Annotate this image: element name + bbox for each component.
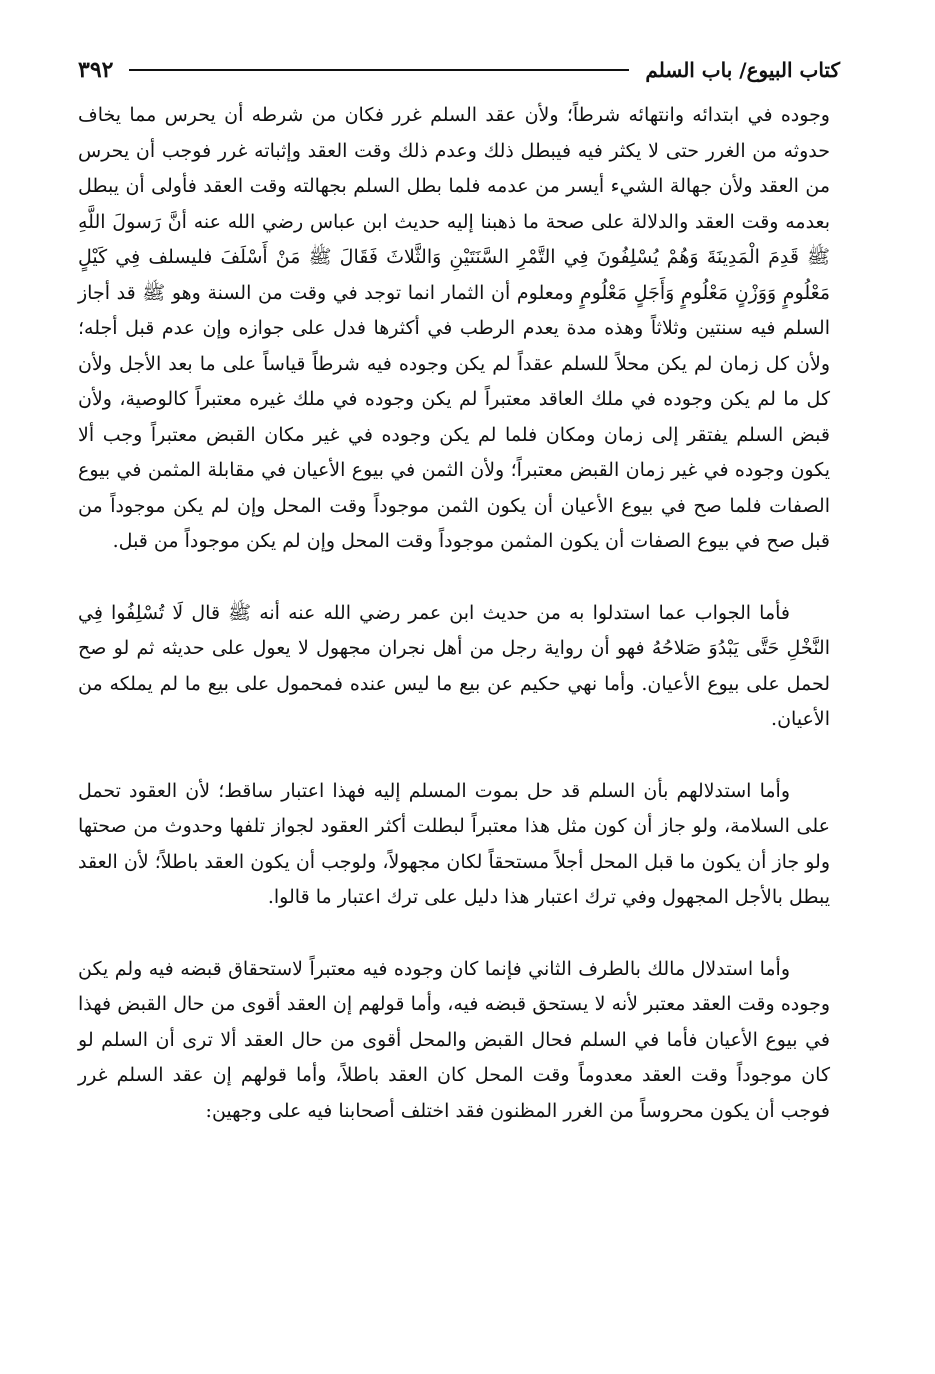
page-header [78,52,840,88]
paragraph-2: فأما الجواب عما استدلوا به من حديث ابن عمر رضي الله عنه أنه ﷺ قال لَا تُسْلِفُوا فِي النَّخْلِ حَتَّى يَبْدُوَ صَلاحُهُ فهو أن رواية رجل من أهل نجران مجهول لا يعول على حديثه ثم لو صح لحمل على بيوع الأعيان. وأما نهي حكيم عن بيع ما ليس عنده فمحمول على بيع ما لم يملكه من الأعيان. [78,601,830,730]
page-number: ٣٩٢ [78,57,114,83]
paragraph-1: وجوده في ابتدائه وانتهائه شرطاً؛ ولأن عقد السلم غرر فكان من شرطه أن يحرس مما يخاف حدوثه من الغرر حتى لا يكثر فيه فيبطل ذلك وعدم ذلك وقت العقد وإثباته غرر فوجب أن يحرس من العقد ولأن جهالة الشيء أيسر من عدمه فلما بطل السلم بجهالته وقت العقد فأولى أن يبطل بعدمه وقت العقد والدلالة على صحة ما ذهبنا إليه حديث ابن عباس رضي الله عنه أنَّ رَسولَ اللَّهِ ﷺ قَدِمَ الْمَدِينَةَ وَهُمْ يُسْلِفُونَ فِي التَّمْرِ السَّنَتَيْنِ وَالثَّلاثَ فَقَالَ ﷺ مَنْ أَسْلَفَ فليسلف فِي كَيْلٍ مَعْلُومٍ وَوَزْنٍ مَعْلُومٍ وَأَجَلٍ مَعْلُومٍ ومعلوم أن الثمار انما توجد في وقت من السنة وهو ﷺ قد أجاز السلم فيه سنتين وثلاثاً وهذه مدة يعدم الرطب في أكثرها فدل على جوازه وإن عدم قبل أجله؛ ولأن كل زمان لم يكن محلاً للسلم عقداً لم يكن وجوده فيه شرطاً قياساً على ما بعد الأجل ولأن كل ما لم يكن وجوده في ملك العاقد معتبراً لم يكن وجوده في ملك غيره معتبراً كالوصية، ولأن قبض السلم يفتقر إلى زمان ومكان فلما لم يكن وجوده في غير مكان القبض معتبراً وجب ألا يكون وجوده في غير زمان القبض معتبراً؛ ولأن الثمن في بيوع الأعيان في مقابلة المثمن في بيوع الصفات فلما صح في بيوع الأعيان أن يكون الثمن موجوداً وقت المحل وإن لم يكن موجوداً من قبل صح في بيوع الصفات أن يكون المثمن موجوداً وقت المحل وإن لم يكن موجوداً من قبل. [78,104,830,552]
main-text [78,98,830,1129]
header-rule [129,69,629,71]
paragraph-gap [78,916,830,952]
paragraph-4: وأما استدلال مالك بالطرف الثاني فإنما كان وجوده فيه معتبراً لاستحقاق قبضه فيه ولم يكن وجوده وقت العقد معتبر لأنه لا يستحق قبضه فيه، وأما قولهم إن العقد أقوى من حال القبض فهذا في بيوع الأعيان فأما في السلم فحال القبض والمحل أقوى من حال العقد ألا ترى أن السلم لو كان موجوداً وقت العقد معدوماً وقت المحل كان العقد باطلاً، وأما قولهم إن عقد السلم غرر فوجب أن يكون محروساً من الغرر المظنون فقد اختلف أصحابنا فيه على وجهين: [78,957,830,1122]
paragraph-gap [78,738,830,774]
running-title: كتاب البيوع/ باب السلم [645,58,840,82]
paragraph-3: وأما استدلالهم بأن السلم قد حل بموت المسلم إليه فهذا اعتبار ساقط؛ لأن العقود تحمل على السلامة، ولو جاز أن كون مثل هذا معتبراً لبطلت أكثر العقود لجواز تلفها وحدوث من صحتها ولو جاز أن يكون ما قبل المحل أجلاً مستحقاً لكان مجهولاً، ولوجب أن يكون العقد باطلاً؛ لأن العقد يبطل بالأجل المجهول وفي ترك اعتبار هذا دليل على ترك اعتبار ما قالوا. [78,779,830,908]
paragraph-gap [78,560,830,596]
